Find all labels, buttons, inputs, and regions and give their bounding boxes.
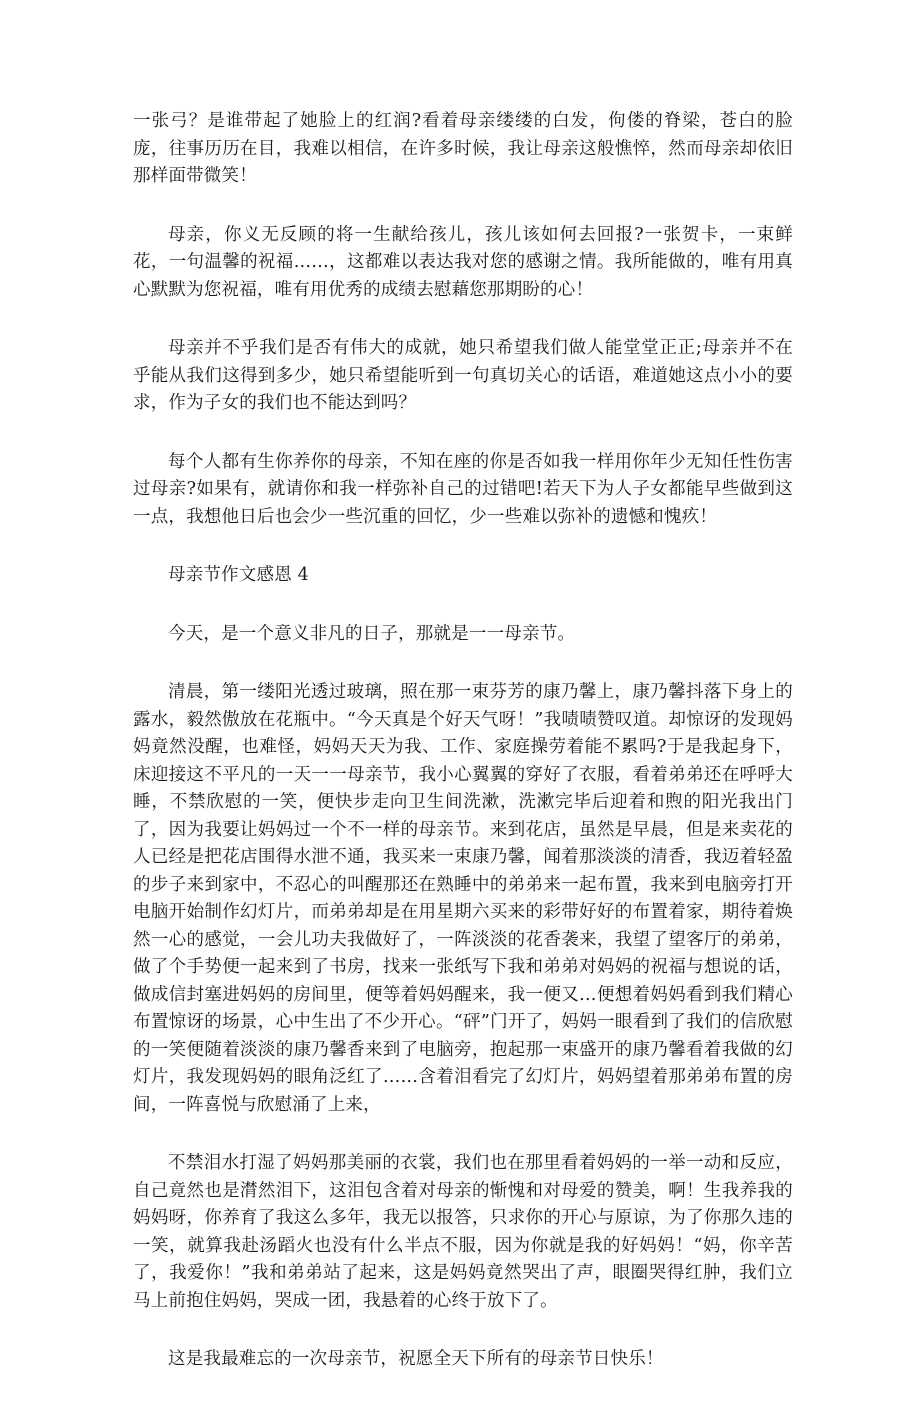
section-title: 母亲节作文感恩 4 bbox=[168, 565, 309, 585]
paragraph: 清晨，第一缕阳光透过玻璃，照在那一束芬芳的康乃馨上，康乃馨抖落下身上的露水，毅然傲放在花瓶中。“今天真是个好天气呀！”我啧啧赞叹道。却惊讶的发现妈妈竟然没醒，也难怪，妈妈天天为我、工作、家庭操劳着能不累吗?于是我起身下，床迎接这不平凡的一天一一母亲节，我小心翼翼的穿好了衣服，看着弟弟还在呼呼大睡，不禁欣慰的一笑，便快步走向卫生间洗漱，洗漱完毕后迎着和煦的阳光我出门了，因为我要让妈妈过一个不一样的母亲节。来到花店，虽然是早晨，但是来卖花的人已经是把花店围得水泄不通，我买来一束康乃馨，闻着那淡淡的清香，我迈着轻盈的步子来到家中，不忍心的叫醒那还在熟睡中的弟弟来一起布置，我来到电脑旁打开电脑开始制作幻灯片，而弟弟却是在用星期六买来的彩带好好的布置着家，期待着焕然一心的感觉，一会儿功夫我做好了，一阵淡淡的花香袭来，我望了望客厅的弟弟，做了个手势便一起来到了书房，找来一张纸写下我和弟弟对妈妈的祝福与想说的话，做成信封塞进妈妈的房间里，便等着妈妈醒来，我一便又…便想着妈妈看到我们精心布置惊讶的场景，心中生出了不少开心。“砰”门开了，妈妈一眼看到了我们的信欣慰的一笑便随着淡淡的康乃馨香来到了电脑旁，抱起那一束盛开的康乃馨看着我做的幻灯片，我发现妈妈的眼角泛红了……含着泪看完了幻灯片，妈妈望着那弟弟布置的房间，一阵喜悦与欣慰涌了上来， bbox=[133, 682, 793, 1115]
paragraph: 今天，是一个意义非凡的日子，那就是一一母亲节。 bbox=[168, 623, 576, 644]
paragraph: 这是我最难忘的一次母亲节，祝愿全天下所有的母亲节日快乐！ bbox=[168, 1349, 664, 1369]
document-body bbox=[133, 108, 793, 1405]
paragraph: 母亲并不乎我们是否有伟大的成就，她只希望我们做人能堂堂正正;母亲并不在乎能从我们这得到多少，她只希望能听到一句真切关心的话语，难道她这点小小的要求，作为子女的我们也不能达到吗？ bbox=[133, 338, 793, 413]
paragraph: 母亲，你义无反顾的将一生献给孩儿，孩儿该如何去回报?一张贺卡，一束鲜花，一句温馨的祝福……，这都难以表达我对您的感谢之情。我所能做的，唯有用真心默默为您祝福，唯有用优秀的成绩去慰藉您那期盼的心！ bbox=[133, 224, 793, 300]
paragraph: 每个人都有生你养你的母亲，不知在座的你是否如我一样用你年少无知任性伤害过母亲?如果有，就请你和我一样弥补自己的过错吧!若天下为人子女都能早些做到这一点，我想他日后也会少一些沉重的回忆，少一些难以弥补的遗憾和愧疚！ bbox=[133, 451, 793, 527]
paragraph: 不禁泪水打湿了妈妈那美丽的衣裳，我们也在那里看着妈妈的一举一动和反应，自己竟然也是潸然泪下，这泪包含着对母亲的惭愧和对母爱的赞美，啊！生我养我的妈妈呀，你养育了我这么多年，我无以报答，只求你的开心与原谅，为了你那久违的一笑，就算我赴汤蹈火也没有什么半点不服，因为你就是我的好妈妈！“妈，你辛苦了，我爱你！”我和弟弟站了起来，这是妈妈竟然哭出了声，眼圈哭得红肿，我们立马上前抱住妈妈，哭成一团，我悬着的心终于放下了。 bbox=[133, 1153, 793, 1311]
paragraph: 一张弓？是谁带起了她脸上的红润?看着母亲缕缕的白发，佝偻的脊梁，苍白的脸庞，往事历历在目，我难以相信，在许多时候，我让母亲这般憔悴，然而母亲却依旧那样面带微笑！ bbox=[133, 111, 793, 186]
